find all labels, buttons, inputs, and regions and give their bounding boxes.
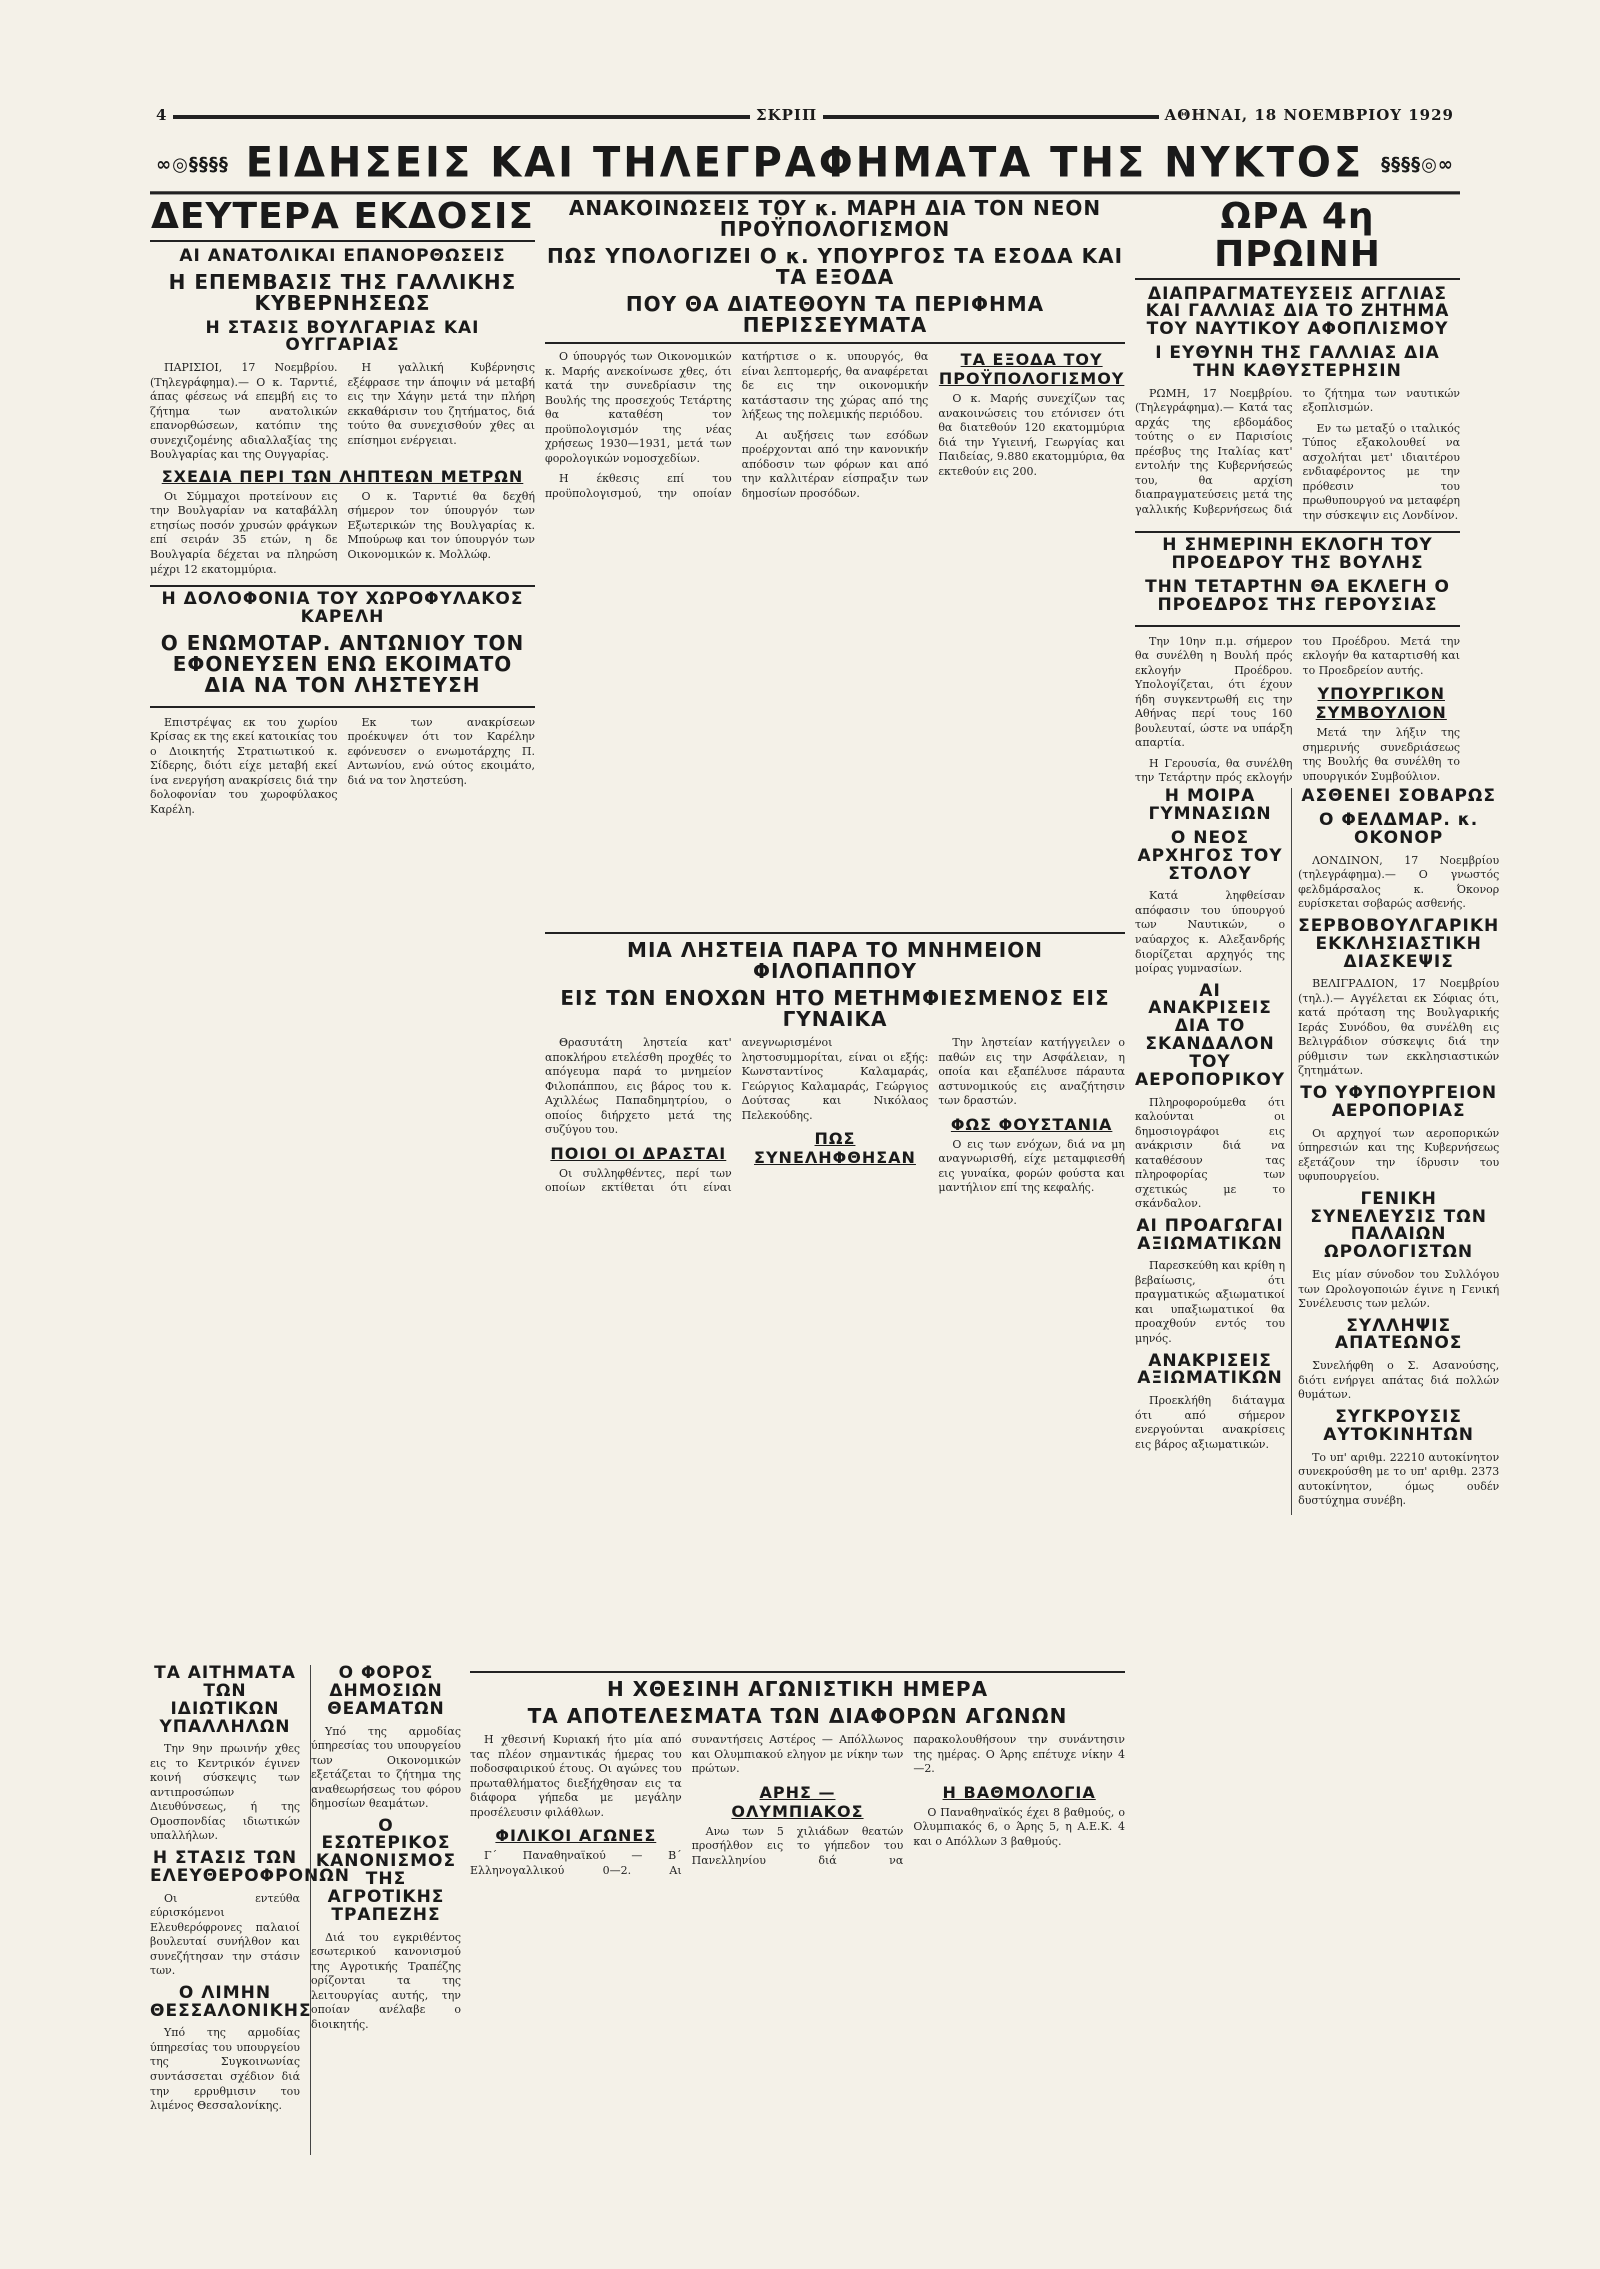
headline-new-admiral: Ο ΝΕΟΣ ΑΡΧΗΓΟΣ ΤΟΥ ΣΤΟΛΟΥ: [1137, 827, 1283, 884]
headline-antoniou: Ο ΕΝΩΜΟΤΑΡ. ΑΝΤΩΝΙΟΥ ΤΟΝ ΕΦΟΝΕΥΣΕΝ ΕΝΩ ΕΚΟΙΜΑΤΟ ΔΙΑ ΝΑ ΤΟΝ ΛΗΣΤΕΥΣΗ: [160, 630, 525, 697]
headline-sports-day: Η ΧΘΕΣΙΝΗ ΑΓΩΝΙΣΤΙΚΗ ΗΜΕΡΑ: [606, 1677, 989, 1701]
article-measures-body: [150, 490, 535, 577]
divider: [545, 342, 1125, 344]
column-right: [1135, 196, 1500, 2158]
paragraph: ΛΟΝΔΙΝΟΝ, 17 Νοεμβρίου (τηλεγράφημα).— Ο γνωστός φελδμάρσαλος κ. Όκονορ ευρίσκεται σοβαρώς ασθενής.: [1298, 853, 1500, 911]
paragraph: Η χθεσινή Κυριακή ήτο μία από τας πλέον σημαντικάς ήμερας του ποδοσφαιρικού έτους. Οι αγώνες του πρωταθλήματος διεξήχθησαν εις τα διάφορα γήπεδα με μεγάλην προσέλευσιν φιλάθλων.: [470, 1733, 682, 1819]
paragraph: Οι αρχηγοί των αεροπορικών ύπηρεσιών και της Κυβερνήσεως εξετάζουν την ίδρυσιν του υφυπουργείου.: [1298, 1126, 1500, 1184]
headline-officer-inquiries: ΑΝΑΚΡΙΣΕΙΣ ΑΞΙΩΜΑΤΙΚΩΝ: [1137, 1350, 1283, 1389]
headline-budget-surplus: ΠΟΥ ΘΑ ΔΙΑΤΕΘΟΥΝ ΤΑ ΠΕΡΙΦΗΜΑ ΠΕΡΙΣΣΕΥΜΑΤΑ: [625, 292, 1045, 337]
paragraph: ΠΑΡΙΣΙΟΙ, 17 Νοεμβρίου. (Τηλεγράφημα).— Ο κ. Ταρντιέ, άπας φέσεως νά επεμβή εις το ζήτημα των ανατολικών επανορθώσεων, κατόπιν της συνεχιζομένης αδιαλλαξίας της Βουλγαρίας και της Ουγγαρίας.: [150, 361, 338, 462]
paragraph: Οι Σύμμαχοι προτείνουν εις την Βουλγαρίαν να καταβάλλη ετησίως ποσόν χρυσών φράγκων επί σειράν 35 ετών, η δε Βουλγαρία δέχεται να πληρώση μέχρι 12 εκατομμύρια.: [150, 489, 338, 576]
headline-watchmakers: ΓΕΝΙΚΗ ΣΥΝΕΛΕΥΣΙΣ ΤΩΝ ΠΑΛΑΙΩΝ ΩΡΟΛΟΓΙΣΤΩΝ: [1310, 1188, 1487, 1263]
kicker-second-edition: ΔΕΥΤΕΡΑ ΕΚΔΟΣΙΣ: [150, 198, 535, 242]
article-speaker-election: [1135, 531, 1460, 626]
subhead-skirt: ΦΩΣ ΦΟΥΣΤΑΝΙΑ: [950, 1114, 1113, 1134]
article-reparations-body: [150, 361, 535, 463]
paragraph: Οι εντεύθα εύρισκόμενοι Ελευθερόφρονες παλαιοί βουλευταί συνήλθον και συνεζήτησαν την στάσιν των.: [150, 1891, 300, 1978]
headline-karelis: Η ΔΟΛΟΦΟΝΙΑ ΤΟΥ ΧΩΡΟΦΥΛΑΚΟΣ ΚΑΡΕΛΗ: [161, 589, 524, 627]
paragraph: Την 10ην π.μ. σήμερον θα συνέλθη η Βουλή πρός εκλογήν Προέδρου. Υπολογίζεται, ότι έχουν ήδη συγκεντρωθή εις την Αθήνας περί τους 160 βουλευταί, ώστε να υπάρξη απαρτία.: [1135, 634, 1293, 750]
paragraph: Μετά την λήξιν της σημερινής συνεδριάσεως της Βουλής θα συνέλθη το υπουργικόν Συμβούλιον.: [1302, 726, 1460, 783]
headline-speaker: Η ΣΗΜΕΡΙΝΗ ΕΚΛΟΓΗ ΤΟΥ ΠΡΟΕΔΡΟΥ ΤΗΣ ΒΟΥΛΗΣ: [1162, 535, 1433, 574]
subhead-standings: Η ΒΑΘΜΟΛΟΓΙΑ: [942, 1782, 1096, 1802]
pair-fleet-okonor: [1135, 786, 1500, 1514]
masthead: [150, 106, 1460, 128]
headline-france-delay: Ι ΕΥΘΥΝΗ ΤΗΣ ΓΑΛΛΙΑΣ ΔΙΑ ΤΗΝ ΚΑΘΥΣΤΕΡΗΣΙΝ: [1155, 343, 1440, 381]
paragraph: Παρεσκεύθη και κρίθη η βεβαίωσις, ότι πραγματικώς αξιωματικοί και υπαξιωματικοί θα προαχθούν εντός του μηνός.: [1135, 1259, 1286, 1345]
ornament-left-icon: ∞◎§§§§: [156, 153, 229, 176]
article-robbery-body: [545, 1036, 1125, 1196]
headline-sports-results: ΤΑ ΑΠΟΤΕΛΕΣΜΑΤΑ ΤΩΝ ΔΙΑΦΟΡΩΝ ΑΓΩΝΩΝ: [527, 1704, 1068, 1728]
ornament-right-icon: §§§§◎∞: [1381, 153, 1454, 176]
paragraph: Ο Παναθηναϊκός έχει 8 βαθμούς, ο Ολυμπιακός 6, ο Άρης 5, η Α.Ε.Κ. 4 και ο Απόλλων 3 βαθμούς.: [913, 1805, 1125, 1848]
article-budget: [545, 198, 1125, 918]
paragraph: Εν τω μεταξύ ο ιταλικός Τύπος εξακολουθεί να ασχολήται μετ' ιδιαιτέρου ενδιαφέροντος με την πρόθεσιν του πρωθυπουργού να μεταφέρη την σύσκεψιν εις Λονδίνον.: [1302, 421, 1460, 522]
column-lower-b: [310, 1665, 461, 2155]
divider: [545, 932, 1125, 934]
headline-agrarian-bank: Ο ΕΣΩΤΕΡΙΚΟΣ ΚΑΝΟΝΙΣΜΟΣ ΤΗΣ ΑΓΡΟΤΙΚΗΣ ΤΡΑΠΕΖΗΣ: [315, 1815, 457, 1925]
subhead-arrest: ΠΩΣ ΣΥΝΕΛΗΦΘΗΣΑΝ: [754, 1129, 916, 1168]
column-lower-sports: [470, 1665, 1125, 2155]
paragraph: Υπό της αρμοδίας ύπηρεσίας του υπουργείου των Οικονομικών εξετάζεται το ζήτημα της αναθεωρήσεως του φόρου δημοσίων θεαμάτων.: [311, 1724, 461, 1811]
paragraph: Οι συλληφθέντες, περί των οποίων εκτίθεται ότι είναι ανεγνωρισμένοι ληστοσυμμορίται, είναι οι εξής: Κωνσταντίνος Καλαμαράς, Γεώργιος Καλαμαράς, Γεώργιος Δούτσας και Νικόλαος Πελεκούδης.: [545, 1036, 929, 1195]
paragraph: Αι αυξήσεις των εσόδων προέρχονται από την κανονικήν απόδοσιν των φόρων και από την καλλιτέραν είσπραξιν των δημοσίων προσόδων.: [741, 428, 929, 500]
kicker-4am: ΩΡΑ 4η ΠΡΩΙΝΗ: [1135, 198, 1460, 280]
paragraph: Επιστρέψας εκ του χωρίου Κρίσας εκ της εκεί κατοικίας του ο Διοικητής Στρατιωτικού κ. Σίδερης, διότι είχε μεταβή εκεί ίνα ενεργήση ανακρίσεις διά την δολοφονίαν του χωροφύλακος Καρέλη.: [150, 715, 338, 816]
paragraph: Ο ύπουργός των Οικονομικών κ. Μαρής ανεκοίνωσε χθες, ότι κατά την συνεδρίασιν της Βουλής της προσεχούς Τετάρτης θα καταθέση τον προϋπολογισμόν της νέας χρήσεως 1930—1931, μετά των φορολογικών νομοσχεδίων.: [545, 350, 732, 465]
article-okonor: [1291, 788, 1499, 1514]
article-fleet: [1135, 788, 1285, 1514]
subhead-cabinet: ΥΠΟΥΡΓΙΚΟΝ ΣΥΜΒΟΥΛΙΟΝ: [1315, 684, 1447, 723]
banner-title: ΕΙΔΗΣΕΙΣ ΚΑΙ ΤΗΛΕΓΡΑΦΗΜΑΤΑ ΤΗΣ ΝΥΚΤΟΣ: [245, 138, 1365, 188]
column-lower-a: [150, 1663, 350, 2155]
paragraph: Κατά ληφθείσαν απόφασιν του ύπουργού των Ναυτικών, ο ναύαρχος κ. Αλεξανδρής διορίζεται αρχηγός της μοίρας γυμνασίων.: [1135, 889, 1286, 976]
headline-ill: ΑΣΘΕΝΕΙ ΣΟΒΑΡΩΣ: [1301, 786, 1496, 807]
paragraph: ΡΩΜΗ, 17 Νοεμβρίου. (Τηλεγράφημα).— Κατά τας αρχάς της εβδομάδος τούτης ο εν Παρισίοις πρέσβυς της Ιταλίας κατ' εντολήν της Κυβερνήσεώς του, θα αρχίση διαπραγματεύσεις μετά της γαλλικής Κυβερνήσεως διά το ζήτημα των ναυτικών εξοπλισμών.: [1135, 386, 1460, 516]
subhead-friendly: ΦΙΛΙΚΟΙ ΑΓΩΝΕΣ: [495, 1826, 657, 1846]
lower-articles: [150, 1665, 1125, 2155]
headline-budget: ΑΝΑΚΟΙΝΩΣΕΙΣ ΤΟΥ κ. ΜΑΡΗ ΔΙΑ ΤΟΝ ΝΕΟΝ ΠΡΟΫΠΟΛΟΓΙΣΜΟΝ: [568, 196, 1102, 241]
headline-senate: ΤΗΝ ΤΕΤΑΡΤΗΝ ΘΑ ΕΚΛΕΓΗ Ο ΠΡΟΕΔΡΟΣ ΤΗΣ ΓΕΡΟΥΣΙΑΣ: [1145, 577, 1450, 615]
headline-fleet: Η ΜΟΙΡΑ ΓΥΜΝΑΣΙΩΝ: [1148, 786, 1272, 825]
article-naval-body: [1135, 387, 1460, 524]
headline-thessaloniki-port: Ο ΛΙΜΗΝ ΘΕΣΣΑΛΟΝΙΚΗΣ: [150, 1982, 312, 2021]
paragraph: Προεκλήθη διάταγμα ότι από σήμερον ενεργούνται ανακρίσεις εις βάρος αξιωματικών.: [1135, 1394, 1286, 1451]
paragraph: ΒΕΛΙΓΡΑΔΙΟΝ, 17 Νοεμβρίου (τηλ.).— Αγγέλεται εκ Σόφιας ότι, κατά πρόταση της Βουλγαρικής Ιεράς Συνόδου, θα συνέλθη εις Βελιγράδιον σύσκεψις διά την ρύθμισιν των εκκλησιαστικών ζητημάτων.: [1298, 977, 1500, 1078]
headline-robbery: ΜΙΑ ΛΗΣΤΕΙΑ ΠΑΡΑ ΤΟ ΜΝΗΜΕΙΟΝ ΦΙΛΟΠΑΠΠΟΥ: [627, 938, 1043, 983]
issue-date: ΑΘΗΝΑΙ, 18 ΝΟΕΜΒΡΙΟΥ 1929: [1159, 106, 1460, 124]
paragraph: Ο εις των ενόχων, διά να μη αναγνωρισθή, είχε μεταμφιεσθή εις γυναίκα, φορών φούστα και μαντήλιον επί της κεφαλής.: [938, 1137, 1125, 1195]
page-number: 4: [150, 106, 173, 124]
paragraph: Ανω των 5 χιλιάδων θεατών προσήλθον εις το γήπεδον του Πανελληνίου διά να παρακολουθήσουν την συνάντησιν της ημέρας. Ο Άρης επέτυχε νίκην 4—2.: [691, 1733, 1125, 1867]
article-robbery: [545, 926, 1125, 1646]
paragraph: Ο κ. Ταρντιέ θα δεχθή σήμερον τον ύπουργόν των Εξωτερικών της Βουλγαρίας κ. Μπούρωφ και τον ύπουργόν των Οικονομικών κ. Μολλώφ.: [347, 489, 535, 561]
paragraph: Η έκθεσις επί του προϋπολογισμού, την οποίαν κατήρτισε ο κ. υπουργός, θα είναι λεπτομερής, θα αναφέρεται δε εις την οικονομικήν κατάστασιν της χώρας από της λήξεως της πολεμικής περιόδου.: [545, 350, 929, 500]
subhead-measures: ΣΧΕΔΙΑ ΠΕΡΙ ΤΩΝ ΛΗΠΤΕΩΝ ΜΕΤΡΩΝ: [161, 466, 524, 486]
paragraph: Το υπ' αριθμ. 22210 αυτοκίνητον συνεκρούσθη με το υπ' αριθμ. 2373 αυτοκίνητον, όμως ουδέν δυστύχημα συνέβη.: [1298, 1450, 1500, 1508]
divider: [470, 1671, 1125, 1673]
paragraph: Εκ των ανακρίσεων προέκυψεν ότι τον Καρέλην εφόνευσεν ο ενωμοτάρχης Π. Αντωνίου, ενώ ούτος εκοιμάτο, διά να τον ληστεύση.: [347, 715, 535, 787]
article-karelis-murder: [150, 585, 535, 708]
paragraph: Συνελήφθη ο Σ. Ασανούσης, διότι ενήργει απάτας διά πολλών θυμάτων.: [1298, 1359, 1500, 1402]
paragraph: Η Γερουσία, θα συνέλθη την Τετάρτην πρός εκλογήν του Προέδρου. Μετά την εκλογήν θα καταρτισθή και το Προεδρείον αυτής.: [1135, 634, 1460, 785]
paragraph: Γ΄ Παναθηναϊκού — Β΄ Ελληνογαλλικού 0—2. Αι συναντήσεις Αστέρος — Απόλλωνος και Ολυμπιακού εληγον με νίκην των πρώτων.: [470, 1733, 904, 1877]
paragraph: Υπό της αρμοδίας ύπηρεσίας του υπουργείου της Συγκοινωνίας συντάσσεται σχέδιον διά την ερρυθμισιν του λιμένος Θεσσαλονίκης.: [150, 2026, 300, 2113]
headline-swindler: ΣΥΛΛΗΨΙΣ ΑΠΑΤΕΩΝΟΣ: [1334, 1315, 1463, 1354]
headline-french-intervention: Η ΕΠΕΜΒΑΣΙΣ ΤΗΣ ΓΑΛΛΙΚΗΣ ΚΥΒΕΡΝΗΣΕΩΣ: [168, 269, 517, 315]
paragraph: Εις μίαν σύνοδον του Συλλόγου των Ωρολογοποιών έγινε η Γενική Συνέλευσις των μελών.: [1298, 1268, 1500, 1311]
newspaper-name: ΣΚΡΙΠ: [750, 106, 823, 124]
headline-car-collision: ΣΥΓΚΡΟΥΣΙΣ ΑΥΤΟΚΙΝΗΤΩΝ: [1323, 1406, 1475, 1445]
article-speaker-body: [1135, 635, 1460, 788]
headline-private-employees: ΤΑ ΑΙΤΗΜΑΤΑ ΤΩΝ ΙΔΙΩΤΙΚΩΝ ΥΠΑΛΛΗΛΩΝ: [154, 1663, 296, 1737]
paragraph: Πληροφορούμεθα ότι καλούνται οι δημοσιογράφοι εις ανάκρισιν διά να καταθέσουν τας πληροφορίας των σχετικώς με το σκάνδαλον.: [1135, 1095, 1286, 1211]
article-budget-body: [545, 350, 1125, 501]
page-banner: [150, 135, 1460, 195]
paragraph: Την ληστείαν κατήγγειλεν ο παθών εις την Ασφάλειαν, η οποία και εξαπέλυσε πάραυτα αστυνομικούς εις αναζήτησιν των δραστών.: [938, 1036, 1125, 1108]
paragraph: Η γαλλική Κυβέρνησις εξέφρασε την άποψιν νά μεταβή εις την Χάγην μετά την πλήρη εκκαθάρισιν του ζητήματος, διά τούτο θα συνεχισθούν χθες αι επίσημοι ενέργειαι.: [347, 361, 535, 447]
headline-okonor: Ο ΦΕΛΔΜΑΡ. κ. ΟΚΟΝΟΡ: [1319, 810, 1479, 848]
headline-disguised: ΕΙΣ ΤΩΝ ΕΝΟΧΩΝ ΗΤΟ ΜΕΤΗΜΦΙΕΣΜΕΝΟΣ ΕΙΣ ΓΥΝΑΙΚΑ: [560, 986, 1110, 1031]
headline-promotions: ΑΙ ΠΡΟΑΓΩΓΑΙ ΑΞΙΩΜΑΤΙΚΩΝ: [1136, 1215, 1284, 1254]
headline-air-ministry: ΤΟ ΥΦΥΠΟΥΡΓΕΙΟΝ ΑΕΡΟΠΟΡΙΑΣ: [1300, 1082, 1498, 1121]
subhead-expenses: ΤΑ ΕΞΟΔΑ ΤΟΥ ΠΡΟΫΠΟΛΟΓΙΣΜΟΥ: [938, 350, 1125, 388]
paragraph: Ο κ. Μαρής συνεχίζων τας ανακοινώσεις του ετόνισεν ότι θα διατεθούν 120 εκατομμύρια διά την Υγιεινή, Γεωργίας και Παιδείας, 9.880 εκατομμύρια, θα εκτεθούν εις 200.: [938, 392, 1125, 478]
article-sports-body: [470, 1733, 1125, 1878]
paragraph: Διά του εγκριθέντος εσωτερικού κανονισμού της Αγροτικής Τραπέζης ορίζονται τα της λειτουργίας αυτής, την οποίαν ανέλαβε ο διοικητής.: [311, 1930, 461, 2031]
paragraph: Την 9ην πρωινήν χθες εις το Κεντρικόν έγινεν κοινή σύσκεψις των αντιπροσώπων Διευθύνσεως, ή της Ομοσπονδίας ιδιωτικών υπαλλήλων.: [150, 1742, 300, 1843]
article-karelis-body: [150, 716, 535, 818]
headline-eastern-reparations: ΑΙ ΑΝΑΤΟΛΙΚΑΙ ΕΠΑΝΟΡΘΩΣΕΙΣ: [179, 245, 506, 266]
headline-aero-scandal: ΑΙ ΑΝΑΚΡΙΣΕΙΣ ΔΙΑ ΤΟ ΣΚΑΝΔΑΛΟΝ ΤΟΥ ΑΕΡΟΠΟΡΙΚΟΥ: [1135, 980, 1286, 1090]
headline-serbobulgarian: ΣΕΡΒΟΒΟΥΛΓΑΡΙΚΗ ΕΚΚΛΗΣΙΑΣΤΙΚΗ ΔΙΑΣΚΕΨΙΣ: [1298, 915, 1500, 972]
headline-freethinkers: Η ΣΤΑΣΙΣ ΤΩΝ ΕΛΕΥΘΕΡΟΦΡΟΝΩΝ: [150, 1847, 350, 1886]
headline-entertainment-tax: Ο ΦΟΡΟΣ ΔΗΜΟΣΙΩΝ ΘΕΑΜΑΤΩΝ: [327, 1663, 445, 1719]
headline-naval-talks: ΔΙΑΠΡΑΓΜΑΤΕΥΣΕΙΣ ΑΓΓΛΙΑΣ ΚΑΙ ΓΑΛΛΙΑΣ ΔΙΑ ΤΟ ΖΗΤΗΜΑ ΤΟΥ ΝΑΥΤΙΚΟΥ ΑΦΟΠΛΙΣΜΟΥ: [1145, 283, 1450, 340]
headline-bulgaria-hungary: Η ΣΤΑΣΙΣ ΒΟΥΛΓΑΡΙΑΣ ΚΑΙ ΟΥΓΓΑΡΙΑΣ: [205, 317, 480, 356]
paragraph: Θρασυτάτη ληστεία κατ' αποκλήρου ετελέσθη προχθές το απόγευμα παρά το μνημείον Φιλοπάππου, εις βάρος του κ. Αχιλλέως Παπαδημητρίου, ο οποίος διήρχετο μετά της συζύγου του.: [545, 1036, 732, 1137]
headline-budget-revenues: ΠΩΣ ΥΠΟΛΟΓΙΖΕΙ Ο κ. ΥΠΟΥΡΓΟΣ ΤΑ ΕΣΟΔΑ ΚΑΙ ΤΑ ΕΞΟΔΑ: [546, 244, 1124, 289]
subhead-culprits: ΠΟΙΟΙ ΟΙ ΔΡΑΣΤΑΙ: [550, 1143, 727, 1163]
subhead-aris-olympiakos: ΑΡΗΣ — ΟΛΥΜΠΙΑΚΟΣ: [731, 1782, 864, 1821]
